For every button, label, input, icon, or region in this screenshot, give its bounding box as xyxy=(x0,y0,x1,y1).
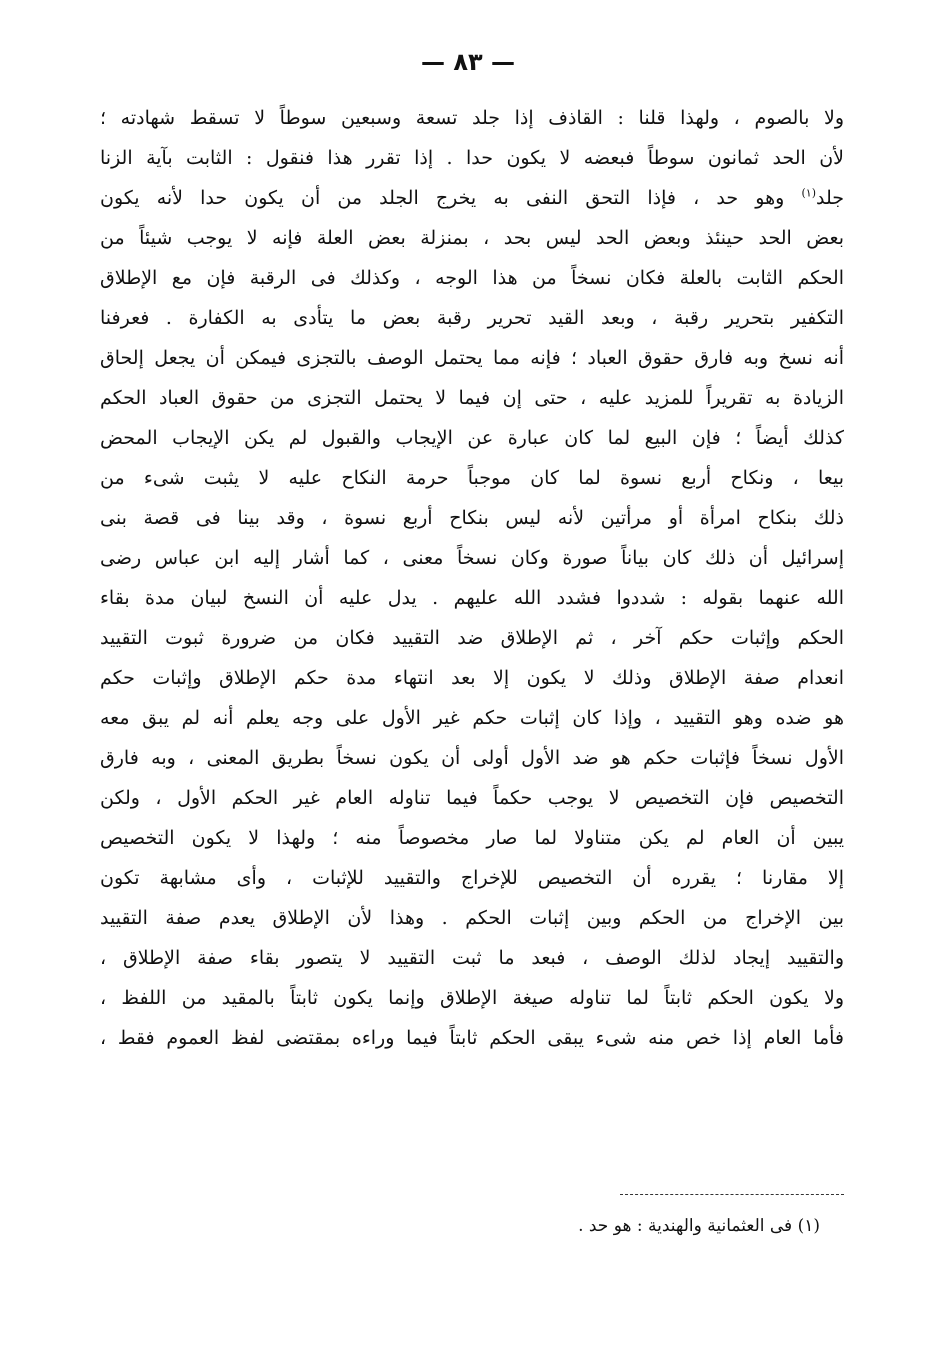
text-line-with-footnote-marker xyxy=(100,178,844,218)
text-line: أنه نسخ وبه فارق حقوق العباد ؛ فإنه مما يحتمل الوصف بالتجزى فيمكن أن يجعل إلحاق xyxy=(100,347,844,369)
text-line: كذلك أيضاً ؛ فإن البيع لما كان عبارة عن الإيجاب والقبول لم يكن الإيجاب المحض xyxy=(100,427,844,449)
text-line: والتقييد إيجاد لذلك الوصف ، فبعد ما ثبت التقييد لا يتصور بقاء صفة الإطلاق ، xyxy=(100,947,844,969)
text-line: هو ضده وهو التقييد ، وإذا كان إثبات حكم غير الأول على وجه يعلم أنه لم يبق معه xyxy=(100,707,844,729)
text-line: الله عنهما بقوله : شددوا فشدد الله عليهم . يدل عليه أن النسخ لبيان مدة بقاء xyxy=(100,587,844,609)
footnote: (١) فى العثمانية والهندية : هو حد . xyxy=(578,1216,820,1236)
text-line: التخصيص فإن التخصيص لا يوجب حكماً فيما تناوله العام غير الحكم الأول ، ولكن xyxy=(100,787,844,809)
text-line: بيعا ، ونكاح أربع نسوة لما كان موجباً حرمة النكاح عليه لا يثبت شىء من xyxy=(100,467,844,489)
text-line: لأن الحد ثمانون سوطاً فبعضه لا يكون حدا . إذا تقرر هذا فنقول : الثابت بآية الزنا xyxy=(100,147,844,169)
body-text xyxy=(100,98,844,1058)
text-line: الحكم الثابت بالعلة فكان نسخاً من هذا الوجه ، وكذلك فى الرقبة فإن مع الإطلاق xyxy=(100,267,844,289)
text-line: التكفير بتحرير رقبة ، وبعد القيد تحرير رقبة بعض ما يتأدى به الكفارة . فعرفنا xyxy=(100,307,844,329)
text-line: بعض الحد حينئذ وبعض الحد ليس بحد ، بمنزلة بعض العلة فإنه لا يوجب شيئاً من xyxy=(100,227,844,249)
page-number: — ٨٣ — xyxy=(420,48,515,76)
footnote-marker: (١) xyxy=(801,186,816,200)
text-fragment: جلد xyxy=(815,187,844,209)
text-line: يبين أن العام لم يكن متناولا لما صار مخصوصاً منه ؛ ولهذا لا يكون التخصيص xyxy=(100,827,844,849)
text-line: ذلك بنكاح امرأة أو مرأتين لأنه ليس بنكاح أربع نسوة ، وقد بينا فى قصة بنى xyxy=(100,507,844,529)
text-line: ولا يكون الحكم ثابتاً لما تناوله صيغة الإطلاق وإنما يكون ثابتاً بالمقيد من اللفظ ، xyxy=(100,987,844,1009)
footnote-separator xyxy=(620,1194,844,1195)
text-line: ولا بالصوم ، ولهذا قلنا : القاذف إذا جلد تسعة وسبعين سوطاً لا تسقط شهادته ؛ xyxy=(100,107,844,129)
text-line: بين الإخراج من الحكم وبين إثبات الحكم . وهذا لأن الإطلاق يعدم صفة التقييد xyxy=(100,907,844,929)
text-line: الحكم وإثبات حكم آخر ، ثم الإطلاق ضد التقييد فكان من ضرورة ثبوت التقييد xyxy=(100,627,844,649)
text-line: إلا مقارنا ؛ يقرره أن التخصيص للإخراج والتقييد للإثبات ، وأى مشابهة تكون xyxy=(100,867,844,889)
text-fragment: وهو حد ، فإذا التحق النفى به يخرج الجلد من أن يكون حدا لأنه يكون xyxy=(100,187,785,209)
text-line: فأما العام إذا خص منه شىء يبقى الحكم ثابتاً فيما وراءه بمقتضى لفظ العموم فقط ، xyxy=(100,1027,844,1049)
text-line: الأول نسخاً فإثبات حكم هو ضد الأول أولى أن يكون نسخاً بطريق المعنى ، وبه فارق xyxy=(100,747,844,769)
text-line: الزيادة به تقريراً للمزيد عليه ، حتى إن فيما لا يحتمل التجزى من حقوق العباد الحكم xyxy=(100,387,844,409)
text-line: إسرائيل أن ذلك كان بياناً صورة وكان نسخاً معنى ، كما أشار إليه ابن عباس رضى xyxy=(100,547,844,569)
text-line: انعدام صفة الإطلاق وذلك لا يكون إلا بعد انتهاء مدة حكم الإطلاق وإثبات حكم xyxy=(100,667,844,689)
